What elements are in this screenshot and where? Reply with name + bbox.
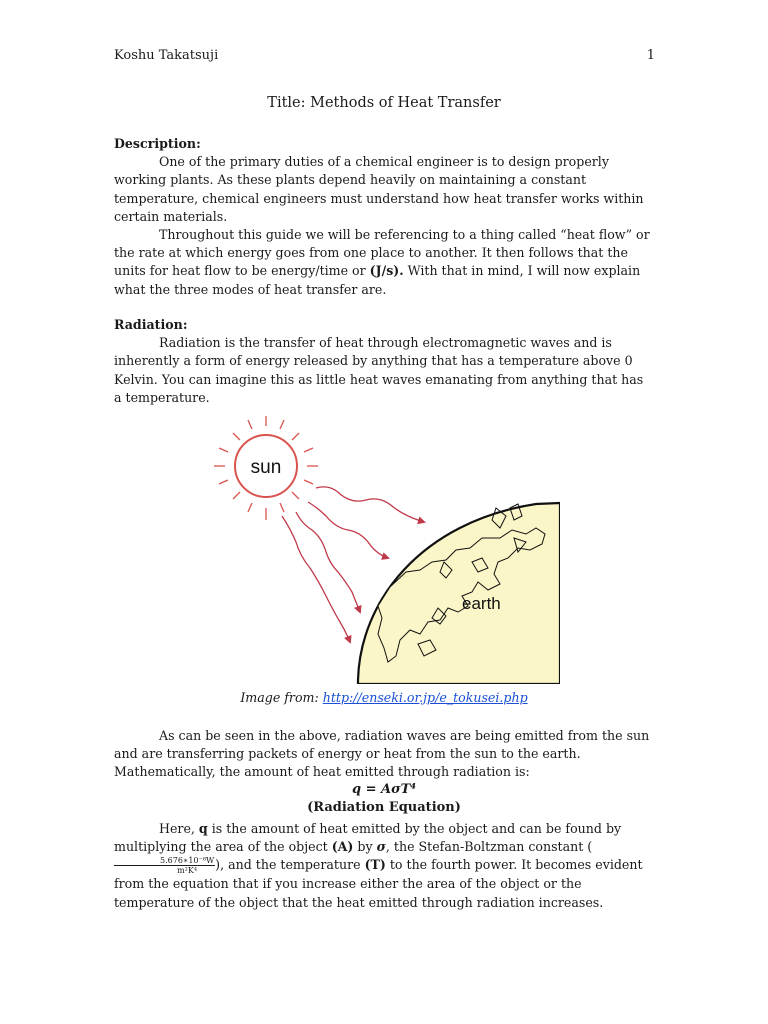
earth-label: earth: [462, 594, 501, 613]
caption-link[interactable]: http://enseki.or.jp/e_tokusei.php: [322, 690, 528, 705]
header-author: Koshu Takatsuji: [114, 48, 219, 63]
symbol-temperature: (T): [364, 857, 386, 873]
radiation-paragraph-1: Radiation is the transfer of heat through electromagnetic waves and is inherently a form of energy released by anything that has a temperature above 0 Kelvin. You can imagine this as little heat waves emanating from anything that has a temperature.: [114, 335, 644, 405]
description-section: [114, 135, 654, 299]
symbol-q: q: [198, 821, 208, 836]
radiation-paragraph-2: As can be seen in the above, radiation waves are being emitted from the sun and are transferring packets of energy or heat from the sun to the earth. Mathematically, the amount of heat emitted through radiation is:: [114, 728, 650, 780]
equation-text: q = AσT⁴: [351, 782, 417, 797]
radiation-paragraph-3: [114, 820, 654, 912]
sun-label: sun: [250, 457, 282, 478]
p3-text-f: to the fourth power. It becomes evident from the equation that if you increase either the area of the object or the temperature of the object that the heat emitted through radiation increases.: [114, 857, 643, 910]
description-paragraph-1: One of the primary duties of a chemical engineer is to design properly working plants. As these plants depend heavily on maintaining a constant temperature, chemical engineers must understand how heat transfer works within certain materials.: [114, 154, 644, 224]
symbol-area: (A): [331, 839, 354, 855]
p3-text-d: , the Stefan-Boltzman constant (: [385, 839, 593, 855]
constant-denominator: m²K⁴: [177, 866, 198, 876]
description-heading: Description:: [114, 136, 201, 151]
radiation-section: [114, 316, 654, 407]
caption-prefix: Image from:: [240, 690, 323, 705]
stefan-boltzmann-fraction: [114, 856, 215, 875]
description-p2-text-a: Throughout this guide we will be referencing to a thing called “heat flow” or the rate at which energy goes from one place to another. It then follows that the units for heat flow to be energy/time or: [114, 227, 650, 279]
p3-text-a: Here,: [159, 821, 199, 836]
radiation-paragraph-2-block: [114, 727, 654, 782]
header-page-number: 1: [646, 48, 655, 63]
figure-caption: [0, 690, 768, 705]
p3-text-c: by: [353, 839, 377, 855]
units-emphasis: (J/s).: [369, 263, 404, 279]
radiation-paragraph-3-block: [114, 820, 654, 912]
description-paragraph-2: [114, 226, 654, 299]
p3-text-e: ), and the temperature: [215, 857, 365, 873]
radiation-equation: [0, 782, 768, 797]
document-title: Title: Methods of Heat Transfer: [267, 95, 501, 111]
sun-earth-radiation-figure: [200, 412, 560, 684]
symbol-sigma: σ: [376, 839, 386, 855]
constant-numerator: 5.676∗10⁻⁸W: [114, 856, 215, 866]
equation-label: (Radiation Equation): [307, 800, 461, 815]
description-p2-text-c: With that in mind, I will now explain what the three modes of heat transfer are.: [114, 263, 641, 297]
earth-icon: [358, 503, 560, 684]
p3-text-b: is the amount of heat emitted by the object and can be found by multiplying the area of the object: [114, 821, 622, 855]
radiation-heading: Radiation:: [114, 317, 188, 332]
